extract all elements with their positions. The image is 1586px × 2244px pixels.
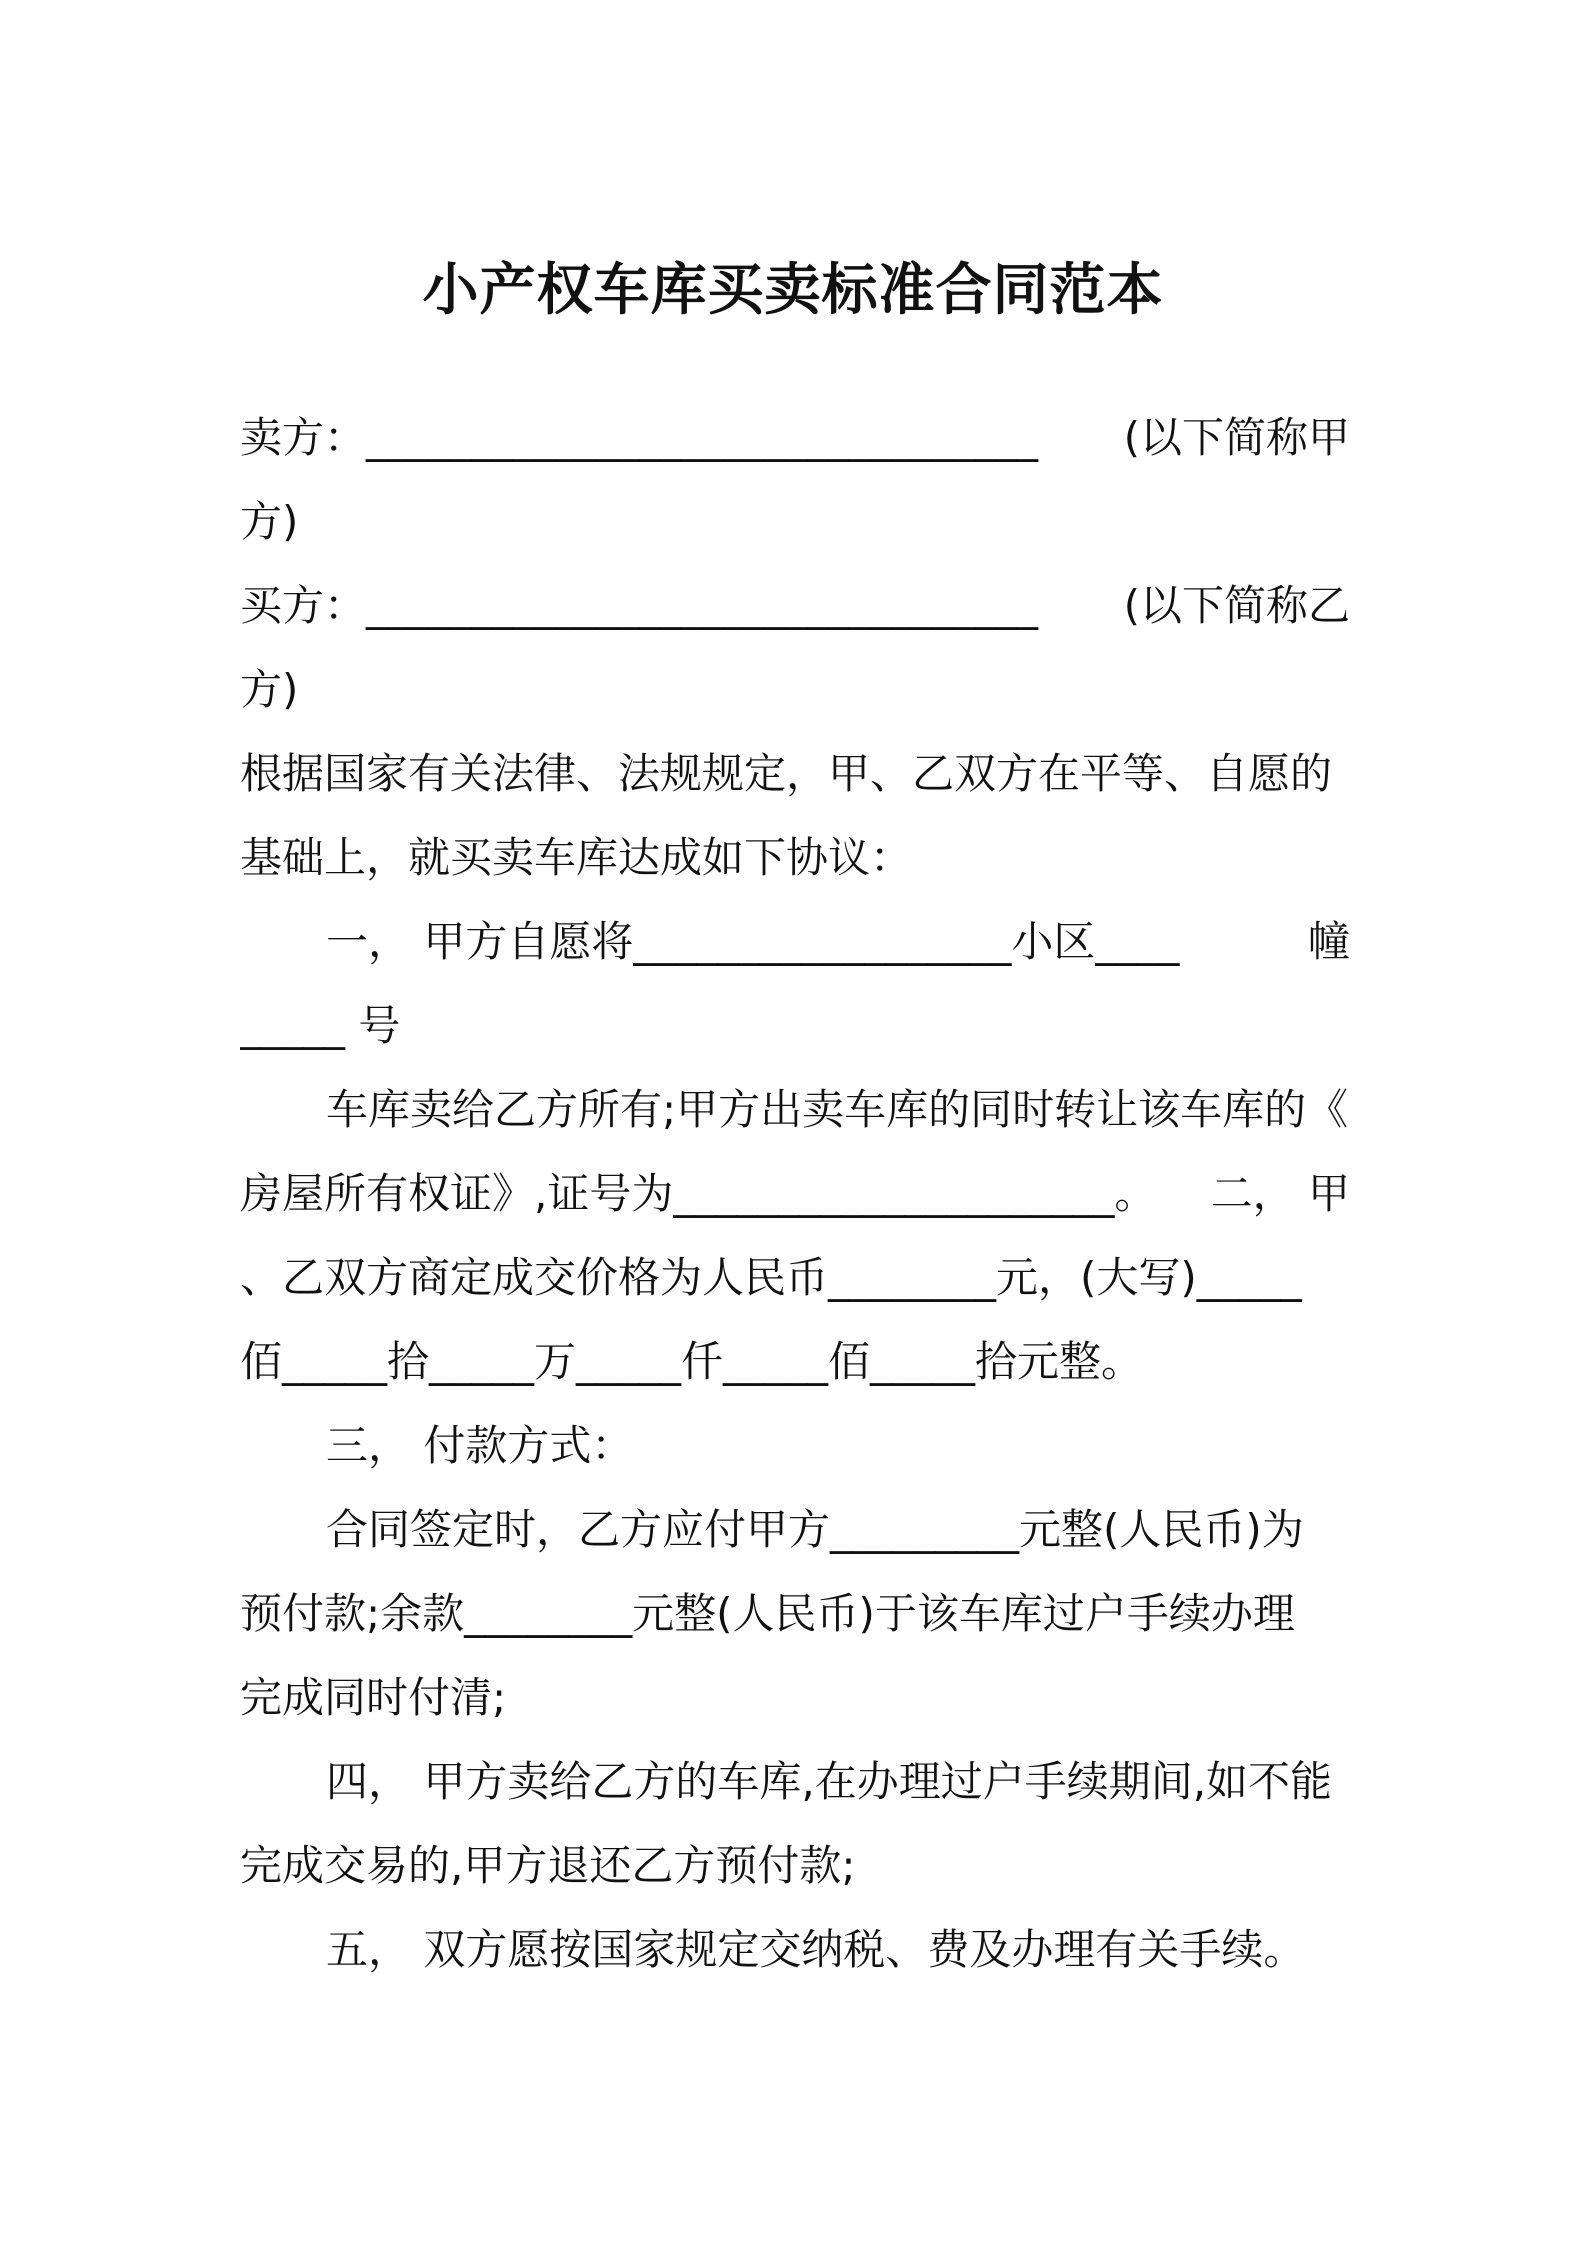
clause-4-line-2: 完成交易的,甲方退还乙方预付款;: [240, 1841, 856, 1890]
buyer-line-cont: 方): [240, 665, 299, 714]
clause-1-line-2: _____ 号: [240, 1001, 401, 1050]
buyer-line: [240, 564, 1350, 648]
buyer-label: 买方：________________________________: [240, 581, 1039, 630]
seller-line-cont: 方): [240, 497, 299, 546]
preamble-line-1: 根据国家有关法律、法规规定，甲、乙双方在平等、自愿的: [240, 749, 1333, 798]
seller-line: [240, 396, 1350, 480]
clause-1-line-3: 车库卖给乙方所有;甲方出卖车库的同时转让该车库的《: [326, 1085, 1349, 1134]
clause-1-building: 幢: [1307, 917, 1350, 966]
document-title: 小产权车库买卖标准合同范本: [422, 258, 1164, 323]
clause-4-line-1: 四， 甲方卖给乙方的车库,在办理过户手续期间,如不能: [326, 1757, 1333, 1806]
clause-1-line-1: [326, 900, 1350, 984]
clause-1-line-4: [240, 1152, 1350, 1236]
clause-2-line-2: 佰_____拾_____万_____仟_____佰_____拾元整。: [240, 1337, 1144, 1386]
clause-2-start: 二， 甲: [1210, 1169, 1350, 1218]
certificate-text: 房屋所有权证》,证号为_____________________。: [240, 1169, 1157, 1218]
clause-3-line-1: 合同签定时，乙方应付甲方_________元整(人民币)为: [326, 1505, 1304, 1554]
clause-3-line-3: 完成同时付清;: [240, 1673, 507, 1722]
clause-3-line-2: 预付款;余款________元整(人民币)于该车库过户手续办理: [240, 1589, 1295, 1638]
seller-label: 卖方：________________________________: [240, 413, 1039, 462]
clause-3-heading: 三， 付款方式：: [326, 1421, 634, 1470]
seller-abbrev: (以下简称甲: [1123, 413, 1350, 462]
buyer-abbrev: (以下简称乙: [1123, 581, 1350, 630]
clause-2-line-1: 、乙双方商定成交价格为人民币________元，(大写)_____: [240, 1253, 1302, 1302]
clause-1-text: 一， 甲方自愿将__________________小区____: [326, 917, 1180, 966]
preamble-line-2: 基础上，就买卖车库达成如下协议：: [240, 833, 913, 882]
clause-5-line-1: 五， 双方愿按国家规定交纳税、费及办理有关手续。: [326, 1925, 1306, 1974]
